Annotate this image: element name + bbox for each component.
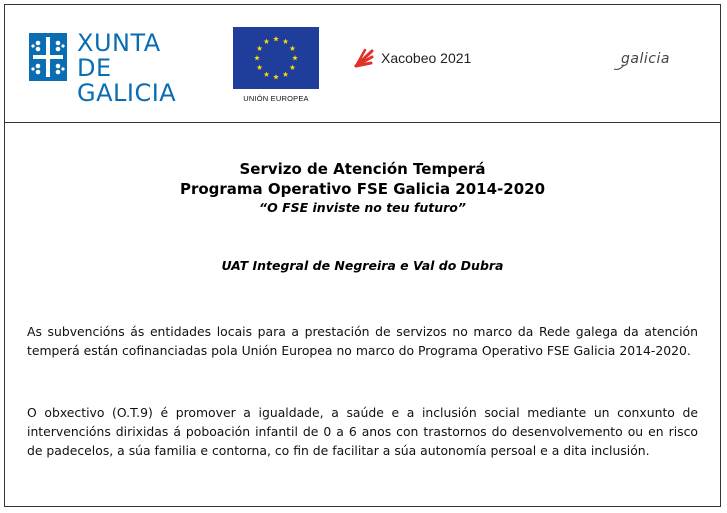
xunta-wordmark bbox=[77, 31, 214, 106]
document-frame bbox=[4, 4, 721, 507]
eu-flag-icon bbox=[233, 27, 319, 89]
galicia-wordmark: galicia bbox=[621, 51, 670, 67]
unit-title: UAT Integral de Negreira e Val do Dubra bbox=[221, 258, 504, 273]
eu-logo bbox=[233, 27, 323, 117]
xacobeo-shell-icon bbox=[353, 48, 375, 70]
title-line2: Programa Operativo FSE Galicia 2014-2020 bbox=[179, 180, 546, 198]
title-line1: Servizo de Atención Temperá bbox=[239, 160, 486, 178]
paragraph-objective: O obxectivo (O.T.9) é promover a igualdade, a saúde e a inclusión social mediante un conxunto de intervencións dirixidas á poboación infantil de 0 a 6 anos con trastornos do desenvolvemento ou en risco de padecelos, a súa familia e contorna, co fin de facilitar a súa autonomía persoal e a dita inclusión. bbox=[27, 405, 698, 458]
xunta-emblem-icon bbox=[29, 33, 67, 81]
xunta-line2: DE GALICIA bbox=[77, 54, 177, 107]
xunta-line1: XUNTA bbox=[77, 29, 161, 57]
motto: “O FSE inviste no teu futuro” bbox=[259, 200, 466, 215]
eu-caption: UNIÓN EUROPEA bbox=[243, 94, 309, 103]
paragraph-funding: As subvencións ás entidades locais para a prestación de servizos no marco da Rede galega da atención temperá están cofinanciadas pola Unión Europea no marco do Programa Operativo FSE Galicia 2014-2020. bbox=[27, 324, 698, 358]
xunta-logo bbox=[29, 29, 214, 107]
logo-band bbox=[5, 5, 720, 123]
xacobeo-wordmark: Xacobeo 2021 bbox=[381, 50, 472, 66]
